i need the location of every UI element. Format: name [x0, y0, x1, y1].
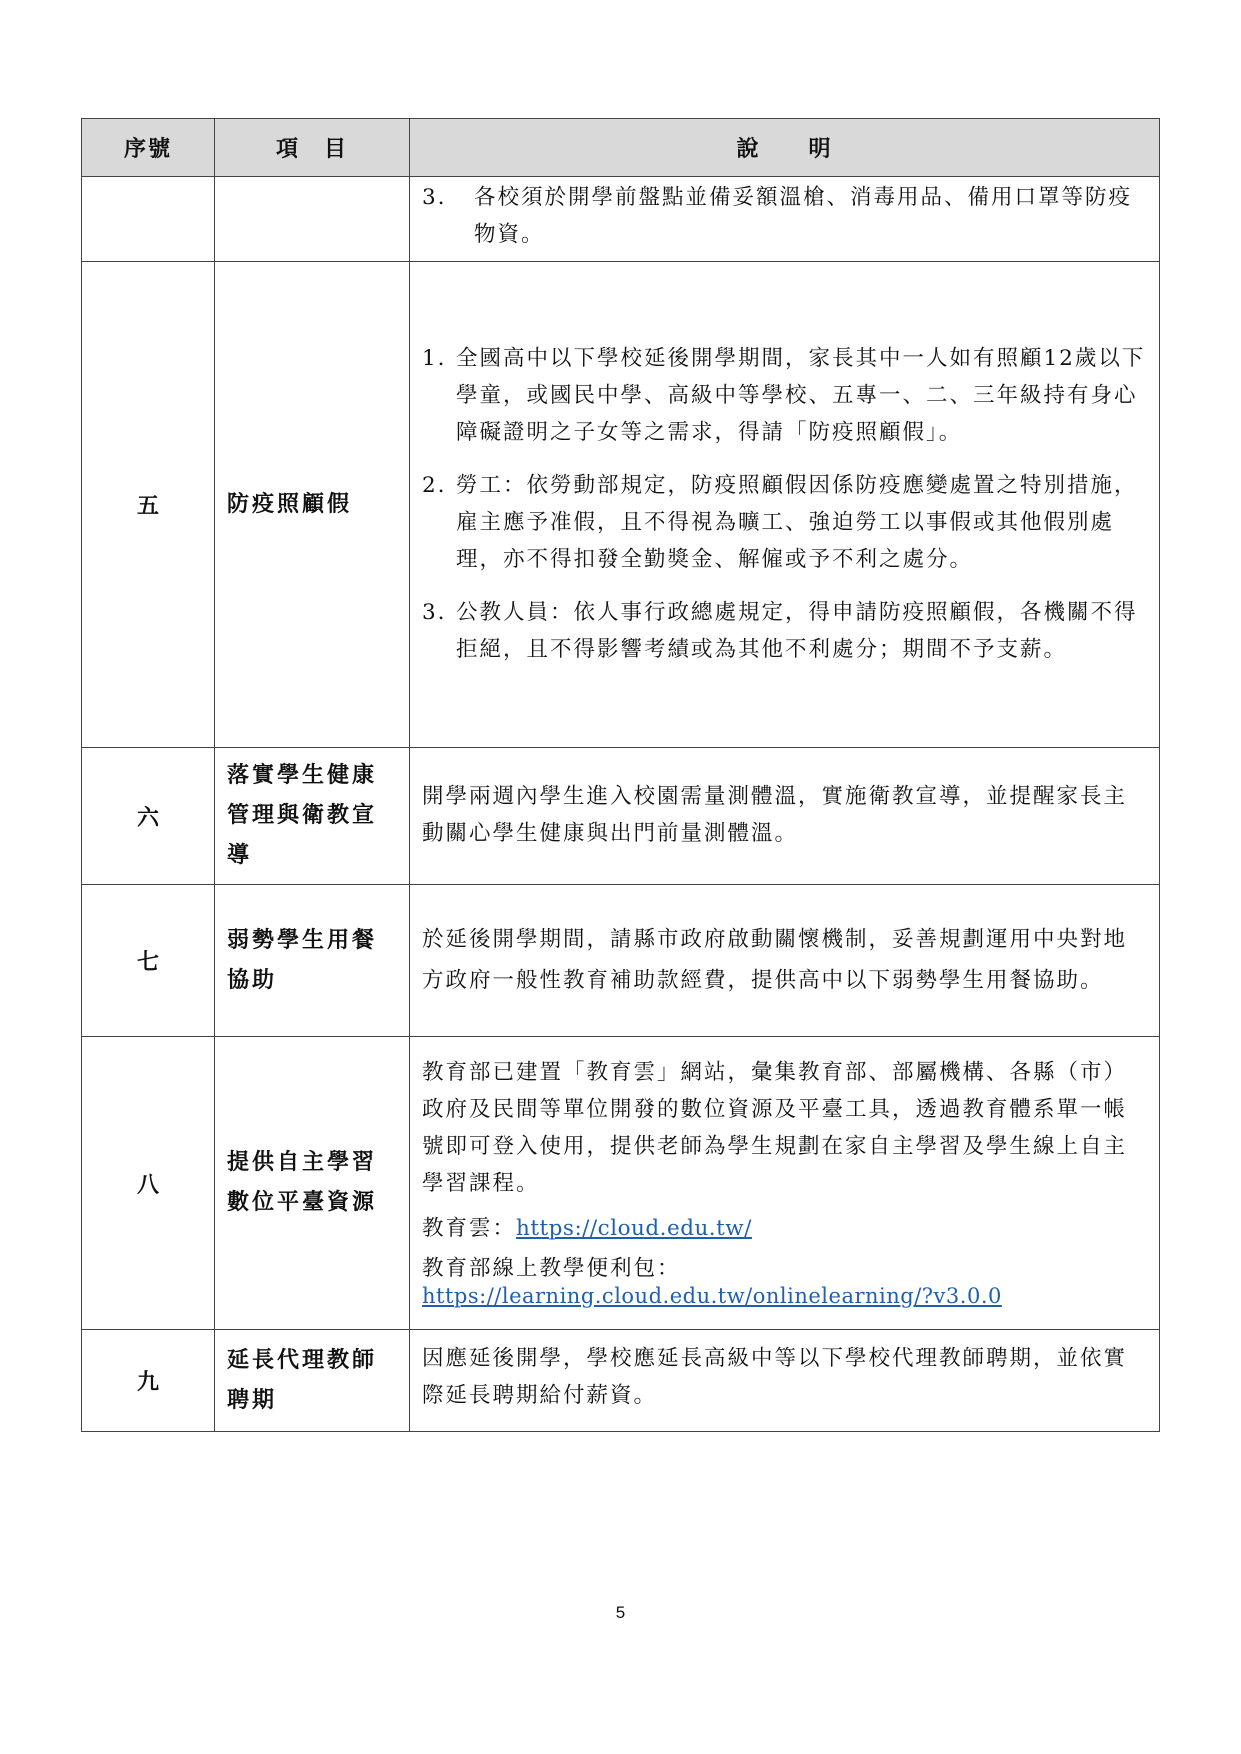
table-row [82, 262, 1160, 748]
row-number: 六 [82, 748, 215, 885]
header-no: 序號 [82, 119, 215, 177]
table-row [82, 1037, 1160, 1330]
table-row [82, 885, 1160, 1037]
row-description [410, 1330, 1160, 1432]
row-number: 五 [82, 262, 215, 748]
row-item: 延長代理教師聘期 [215, 1330, 410, 1432]
row-description [410, 748, 1160, 885]
list-item [422, 594, 1147, 668]
list-item-number: 2. [422, 472, 447, 498]
row-description-text: 開學兩週內學生進入校園需量測體溫，實施衛教宣導，並提醒家長主動關心學生健康與出門前量測體溫。 [422, 784, 1128, 846]
header-item: 項 目 [215, 119, 410, 177]
list-item-number: 1. [422, 345, 447, 371]
row-description-text: 於延後開學期間，請縣市政府啟動關懷機制，妥善規劃運用中央對地方政府一般性教育補助款經費，提供高中以下弱勢學生用餐協助。 [422, 926, 1128, 993]
list-item-number: 3. [422, 185, 447, 210]
list-item-number: 3. [422, 599, 447, 625]
row-description-text: 教育部已建置「教育雲」網站，彙集教育部、部屬機構、各縣（市）政府及民間等單位開發的數位資源及平臺工具，透過教育體系單一帳號即可登入使用，提供老師為學生規劃在家自主學習及學生線上自主學習課程。 [422, 1059, 1128, 1196]
list-item [422, 340, 1147, 451]
list-item-text: 勞工：依勞動部規定，防疫照顧假因係防疫應變處置之特別措施，雇主應予准假，且不得視為曠工、強迫勞工以事假或其他假別處理，亦不得扣發全勤獎金、解僱或予不利之處分。 [456, 472, 1138, 572]
row-item: 弱勢學生用餐協助 [215, 885, 410, 1037]
list-item-text: 各校須於開學前盤點並備妥額溫槍、消毒用品、備用口罩等防疫物資。 [474, 185, 1133, 247]
cloud-link-line [422, 1210, 1147, 1247]
row-item: 落實學生健康管理與衛教宣導 [215, 748, 410, 885]
row-description-text: 因應延後開學，學校應延長高級中等以下學校代理教師聘期，並依實際延長聘期給付薪資。 [422, 1346, 1128, 1408]
row-description [410, 262, 1160, 748]
row-item [215, 177, 410, 262]
row-description [410, 177, 1160, 262]
table-row [82, 1330, 1160, 1432]
online-learning-link[interactable]: https://learning.cloud.edu.tw/onlinelearning/?v3.0.0 [422, 1283, 1002, 1308]
table-row [82, 748, 1160, 885]
page-number: 5 [615, 1603, 626, 1622]
list-item-text: 全國高中以下學校延後開學期間，家長其中一人如有照顧12歲以下學童，或國民中學、高級中等學校、五專一、二、三年級持有身心障礙證明之子女等之需求，得請「防疫照顧假」。 [456, 345, 1146, 445]
row-number [82, 177, 215, 262]
online-learning-label: 教育部線上教學便利包： [422, 1255, 681, 1281]
list-item [422, 179, 1147, 253]
cloud-link[interactable]: https://cloud.edu.tw/ [516, 1215, 752, 1241]
row-description [410, 1037, 1160, 1330]
table-row [82, 177, 1160, 262]
online-learning-line [422, 1255, 1147, 1311]
row-number: 八 [82, 1037, 215, 1330]
row-description [410, 885, 1160, 1037]
row-item: 防疫照顧假 [215, 262, 410, 748]
row-number: 九 [82, 1330, 215, 1432]
row-item: 提供自主學習數位平臺資源 [215, 1037, 410, 1330]
row-number: 七 [82, 885, 215, 1037]
regulation-table [81, 118, 1160, 1432]
list-item [422, 467, 1147, 578]
table-header-row [82, 119, 1160, 177]
header-desc: 說 明 [410, 119, 1160, 177]
cloud-link-label: 教育雲： [422, 1215, 517, 1241]
list-item-text: 公教人員：依人事行政總處規定，得申請防疫照顧假，各機關不得拒絕，且不得影響考績或為其他不利處分；期間不予支薪。 [456, 599, 1138, 662]
